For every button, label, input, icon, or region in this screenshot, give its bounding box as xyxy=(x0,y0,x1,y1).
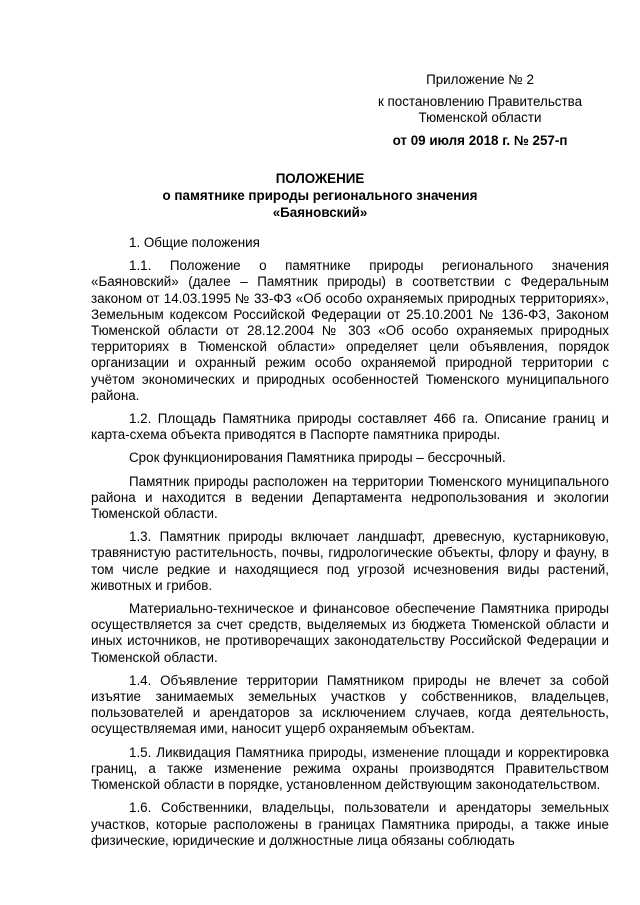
paragraph-1-3: 1.3. Памятник природы включает ландшафт, древесную, кустарниковую, травянистую растительность, почвы, гидрологические объекты, флору и фауну, в том числе редкие и находящиеся под угрозой исчезновения виды растений, животных и грибов. xyxy=(91,529,609,593)
appendix-date: от 09 июля 2018 г. № 257-п xyxy=(392,133,568,148)
paragraph-location: Памятник природы расположен на территории Тюменского муниципального района и находится в ведении Департамента недропользования и экологии Тюменской области. xyxy=(91,473,609,522)
title-line-2: о памятнике природы регионального значения xyxy=(162,188,478,203)
paragraph-1-1: 1.1. Положение о памятнике природы регионального значения «Баяновский» (далее – Памятник природы) в соответствии с Федеральным законом от 14.03.1995 № 33-ФЗ «Об особо охраняемых природных территориях», Земельным кодексом Российской Федерации от 25.10.2001 № 136-ФЗ, Законом Тюменской области от 28.12.2004 № 303 «Об особо охраняемых природных территориях в Тюменской области» определяет цели объявления, порядок организации и охранный режим особо охраняемой природной территории с учётом экономических и природных особенностей Тюменского муниципального района. xyxy=(91,258,609,403)
document-body xyxy=(91,235,609,856)
appendix-number: Приложение № 2 xyxy=(426,72,534,87)
document-title xyxy=(80,170,560,221)
appendix-resolution-line: к постановлению Правительства xyxy=(377,94,583,109)
section-heading: 1. Общие положения xyxy=(129,235,260,250)
title-line-3: «Баяновский» xyxy=(272,205,368,220)
paragraph-1-5: 1.5. Ликвидация Памятника природы, изменение площади и корректировка границ, а также изменение режима охраны производятся Правительством Тюменской области в порядке, установленном действующим законодательством. xyxy=(91,744,609,793)
paragraph-1-2: 1.2. Площадь Памятника природы составляет 466 га. Описание границ и карта-схема объекта приводятся в Паспорте памятника природы. xyxy=(91,411,609,443)
paragraph-funding: Материально-техническое и финансовое обеспечение Памятника природы осуществляется за счет средств, выделяемых из бюджета Тюменской области и иных источников, не противоречащих законодательству Российской Федерации и Тюменской области. xyxy=(91,601,609,665)
title-line-1: ПОЛОЖЕНИЕ xyxy=(275,171,365,186)
paragraph-1-6: 1.6. Собственники, владельцы, пользователи и арендаторы земельных участков, которые расположены в границах Памятника природы, а также иные физические, юридические и должностные лица обязаны соблюдать xyxy=(91,800,609,848)
paragraph-1-4: 1.4. Объявление территории Памятником природы не влечет за собой изъятие занимаемых земельных участков у собственников, владельцев, пользователей и арендаторов за исключением случаев, когда деятельность, осуществляемая ими, наносит ущерб охраняемым объектам. xyxy=(91,672,609,737)
appendix-region-line: Тюменской области xyxy=(418,110,542,125)
paragraph-term: Срок функционирования Памятника природы – бессрочный. xyxy=(129,450,506,466)
